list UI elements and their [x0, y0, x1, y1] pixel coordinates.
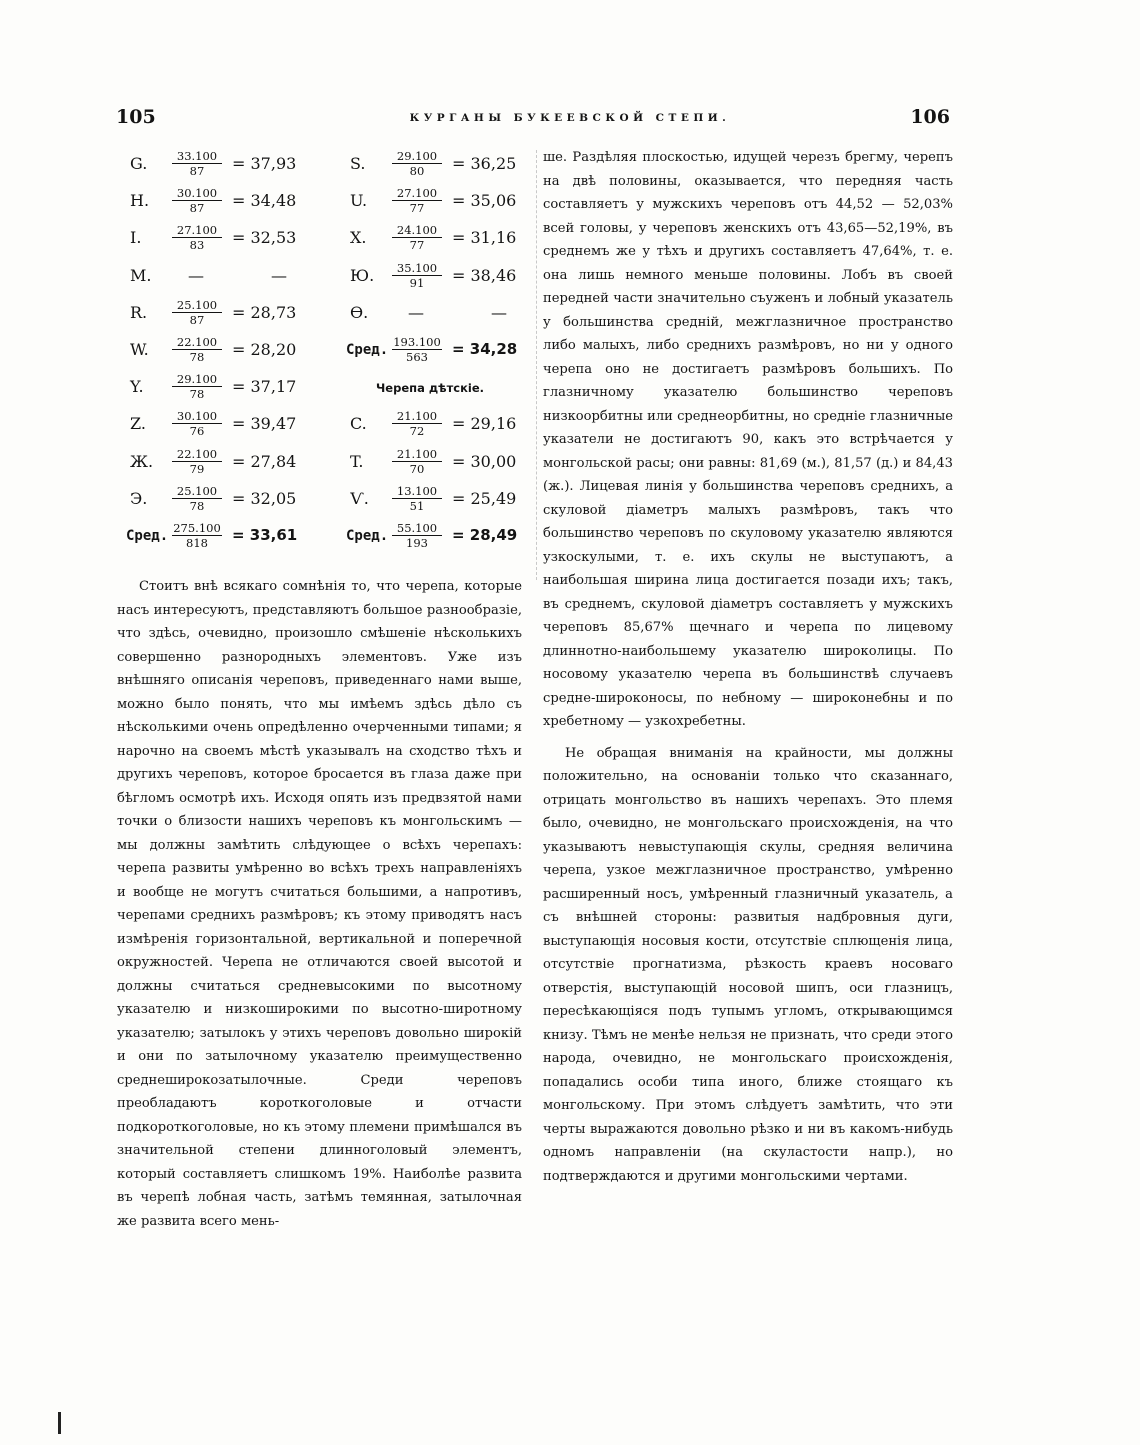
fraction: [172, 299, 222, 326]
fraction-denominator: 70: [409, 461, 425, 476]
fraction-numerator: 275.100: [173, 521, 221, 535]
row-value: = 33,61: [232, 526, 298, 544]
row-value: = 32,53: [232, 228, 297, 248]
fraction: [172, 410, 222, 437]
table-row: [126, 481, 326, 511]
table-row: [346, 444, 546, 474]
row-value: = 35,06: [452, 191, 517, 211]
row-value: = 39,47: [232, 414, 297, 434]
fraction-denominator: 78: [189, 350, 205, 364]
page-number-right: 106: [910, 106, 950, 128]
fraction-numerator: 29.100: [392, 150, 442, 164]
row-label: Ю.: [350, 265, 375, 285]
row-label: Сред.: [126, 528, 169, 544]
fraction-numerator: 25.100: [172, 485, 222, 499]
fraction-denominator: 80: [409, 164, 425, 178]
fraction: [172, 448, 222, 475]
fraction-numerator: 21.100: [392, 448, 442, 462]
row-label: Ѵ.: [350, 488, 369, 508]
table-row: [346, 220, 546, 253]
fraction-denominator: 193: [406, 536, 428, 550]
fraction: [172, 485, 222, 512]
fraction-denominator: 76: [189, 424, 205, 439]
fraction-denominator: 78: [189, 387, 205, 402]
fraction-numerator: 27.100: [172, 224, 222, 238]
table-row: [346, 295, 546, 325]
table-row: [126, 406, 326, 439]
fraction-numerator: 35.100: [392, 262, 442, 276]
fraction: [172, 522, 222, 549]
row-label: Сред.: [346, 342, 389, 358]
row-value: = 37,93: [232, 154, 297, 173]
fraction: [392, 485, 442, 512]
fraction-denominator: 83: [189, 238, 205, 253]
fraction-denominator: 78: [189, 498, 205, 513]
value-dash: —: [491, 302, 507, 322]
row-value: = 31,16: [452, 228, 517, 248]
fraction: [172, 373, 222, 400]
row-label: Z.: [130, 414, 146, 434]
table-row: [346, 518, 546, 548]
table-row: [126, 518, 326, 548]
fraction: [172, 150, 222, 177]
row-label: W.: [130, 340, 149, 359]
fraction-numerator: 30.100: [172, 410, 222, 424]
row-label: R.: [130, 302, 148, 322]
row-label: U.: [350, 191, 368, 211]
row-label: C.: [350, 414, 367, 434]
row-label: X.: [350, 228, 367, 248]
fraction-numerator: 193.100: [393, 335, 441, 349]
table-row: [126, 220, 326, 253]
left-text-column: [117, 575, 522, 1233]
row-value: = 28,73: [232, 302, 297, 322]
fraction: [392, 410, 442, 437]
row-label: M.: [130, 265, 152, 285]
page-number-left: 105: [116, 106, 156, 128]
table-row: [126, 295, 326, 325]
column-separator: [536, 150, 537, 580]
fraction-denominator: 77: [409, 238, 425, 253]
paragraph: Стоитъ внѣ всякаго сомнѣнія то, что черепа, которые насъ интересуютъ, представляютъ большое разнообразіе, что здѣсь, очевидно, произошло смѣшеніе нѣсколькихъ совершенно разнородныхъ элементовъ. Уже изъ внѣшняго описанія череповъ, приведеннаго нами выше, можно было понять, что мы имѣемъ здѣсь дѣло съ нѣсколькими очень опредѣленно очерченными типами; я нарочно на своемъ мѣстѣ указывалъ на сходство тѣхъ и другихъ череповъ, которое бросается въ глаза даже при бѣгломъ осмотрѣ ихъ. Исходя опять изъ предвзятой нами точки о близости нашихъ череповъ къ монгольскимъ —мы должны замѣтить слѣдующее о всѣхъ черепахъ: черепа развиты умѣренно во всѣхъ трехъ направленіяхъ и вообще не могутъ считаться большими, а напротивъ, черепами среднихъ размѣровъ; къ этому приводятъ насъ измѣренія горизонтальной, вертикальной и поперечной окружностей. Черепа не отличаются своей высотой и должны считаться средневысокими по высотному указателю и низкоширокими по высотно-широтному указателю; затылокъ у этихъ череповъ довольно широкій и они по затылочному указателю преимущественно среднеширокозатылочные. Среди череповъ преобладаютъ короткоголовые и отчасти подкороткоголовые, но къ этому племени примѣшался въ значительной степени длинноголовый элементъ, который составляетъ слишкомъ 19%. Наиболѣе развита въ черепѣ лобная часть, затѣмъ темянная, затылочная же развита всего мень-: [117, 579, 522, 1229]
paragraph: ше. Раздѣляя плоскостью, идущей черезъ брегму, черепъ на двѣ половины, оказывается, что передняя часть составляетъ у мужскихъ череповъ отъ 44,52 — 52,03% всей головы, у череповъ женскихъ отъ 43,65—52,19%, въ среднемъ же у тѣхъ и другихъ составляетъ 47,64%, т. е. она лишь немного меньше половины. Лобъ въ своей передней части значительно съуженъ и лобный указатель у большинства средній, межглазничное пространство либо малыхъ, либо среднихъ размѣровъ, но ни у одного черепа оно не достигаетъ размѣровъ большихъ. По глазничному указателю большинство череповъ низкоорбитны или среднеорбитны, но средніе глазничные указатели не достигаютъ 90, какъ это встрѣчается у монгольской расы; они равны: 81,69 (м.), 81,57 (д.) и 84,43 (ж.). Лицевая линія у большинства череповъ среднихъ, а скуловой діаметръ малыхъ размѣровъ, такъ что большинство череповъ по скуловому указателю являются узкоскулыми, т. е. ихъ скулы не выступаютъ, а наибольшая ширина лица достигается позади ихъ; такъ, въ среднемъ, скуловой діаметръ составляетъ у мужскихъ череповъ 85,67% щечнаго и черепа по лицевому длиннотно-наибольшему указателю широколицы. По носовому указателю черепа въ большинствѣ случаевъ средне-широконосы, по небному — широконебны и по хребетному — узкохребетны.: [543, 150, 953, 729]
children-skulls-heading: Черепа дѣтскіе.: [376, 381, 484, 395]
fraction-denominator: 87: [189, 201, 205, 216]
row-label: H.: [130, 191, 150, 211]
fraction: [392, 448, 442, 475]
fraction-denominator: 51: [409, 498, 425, 513]
fraction-numerator: 24.100: [392, 224, 442, 238]
table-row: [346, 332, 546, 362]
right-text-column: [543, 146, 953, 1188]
row-value: = 32,05: [232, 488, 297, 508]
row-value: = 30,00: [452, 451, 517, 471]
row-label: S.: [350, 154, 366, 173]
fraction-numerator: 30.100: [172, 187, 222, 201]
fraction: [392, 150, 442, 177]
fraction-numerator: 55.100: [392, 522, 442, 536]
fraction-dash: —: [408, 302, 424, 322]
table-row: [346, 183, 546, 216]
row-label: Y.: [130, 377, 144, 397]
row-label: Ж.: [130, 451, 154, 471]
row-value: = 38,46: [452, 265, 517, 285]
row-label: T.: [350, 451, 364, 471]
table-row: [126, 258, 326, 288]
value-dash: —: [271, 265, 287, 285]
fraction-numerator: 22.100: [172, 336, 222, 350]
row-value: = 28,49: [452, 526, 518, 544]
table-row: [126, 146, 326, 176]
row-value: = 29,16: [452, 414, 517, 434]
fraction-denominator: 87: [189, 164, 205, 178]
table-row: [346, 146, 546, 176]
fraction: [392, 522, 442, 549]
fraction-numerator: 22.100: [172, 448, 222, 462]
table-row: [346, 481, 546, 511]
table-row: [126, 369, 326, 402]
row-value: = 34,48: [232, 191, 297, 211]
fraction-numerator: 25.100: [172, 299, 222, 313]
fraction-numerator: 13.100: [392, 485, 442, 499]
fraction-numerator: 27.100: [392, 187, 442, 201]
row-label: G.: [130, 154, 148, 173]
row-label: I.: [130, 228, 142, 248]
table-row: [126, 183, 326, 216]
row-value: = 25,49: [452, 488, 517, 508]
fraction: [392, 262, 442, 289]
row-value: = 28,20: [232, 340, 297, 359]
running-title: КУРГАНЫ БУКЕЕВСКОЙ СТЕПИ.: [409, 112, 731, 124]
fraction-denominator: 91: [409, 275, 425, 290]
fraction-denominator: 818: [186, 536, 208, 550]
table-row: [346, 258, 546, 288]
table-row: [346, 406, 546, 439]
table-row: [126, 332, 326, 362]
fraction-denominator: 79: [189, 461, 205, 476]
row-label: Ѳ.: [350, 302, 369, 322]
table-row: [126, 444, 326, 474]
fraction-denominator: 72: [409, 424, 425, 439]
fraction-numerator: 29.100: [172, 373, 222, 387]
row-value: = 27,84: [232, 451, 297, 471]
fraction: [392, 187, 442, 214]
row-value: = 34,28: [452, 340, 518, 358]
fraction: [172, 336, 222, 363]
row-label: Сред.: [346, 528, 389, 544]
fraction-denominator: 77: [409, 201, 425, 216]
fraction-denominator: 87: [189, 312, 205, 327]
fraction-numerator: 33.100: [172, 150, 222, 164]
paragraph: Не обращая вниманія на крайности, мы должны положительно, на основаніи только что сказаннаго, отрицать монгольство въ нашихъ черепахъ. Это племя было, очевидно, не монгольскаго происхожденія, на что указываютъ невыступающія скулы, средняя величина черепа, узкое межглазничное пространство, умѣренно расширенный носъ, умѣренный глазничный указатель, а съ внѣшней стороны: развитыя надбровныя дуги, выступающія носовыя кости, отсутствіе сплющенія лица, отсутствіе прогнатизма, рѣзкость краевъ носоваго отверстія, выступающій носовой шипъ, оси глазницъ, пересѣкающіяся подъ тупымъ угломъ, открывающимся книзу. Тѣмъ не менѣе нельзя не признать, что среди этого народа, очевидно, не монгольскаго происхожденія, попадались особи типа иного, ближе стоящаго къ монгольскому. При этомъ слѣдуетъ замѣтить, что эти черты выражаются довольно рѣзко и ни въ какомъ-нибудь одномъ направленіи (на скуластости напр.), но подтверждаются и другими монгольскими чертами.: [543, 745, 953, 1184]
fraction-denominator: 563: [406, 350, 428, 364]
row-label: Э.: [130, 488, 148, 508]
fraction-numerator: 21.100: [392, 410, 442, 424]
fraction: [172, 224, 222, 251]
fraction: [172, 187, 222, 214]
row-value: = 37,17: [232, 377, 297, 397]
scan-edge-mark: [58, 1412, 61, 1434]
row-value: = 36,25: [452, 154, 517, 173]
fraction-dash: —: [188, 265, 204, 285]
fraction: [392, 336, 442, 363]
fraction: [392, 224, 442, 251]
